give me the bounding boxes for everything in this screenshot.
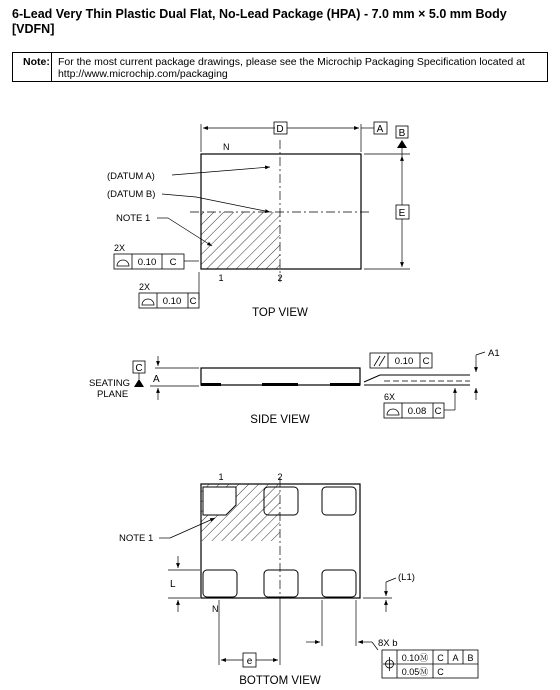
dim-a-label: A (153, 374, 160, 385)
bottom-pin-n-label: N (212, 604, 219, 614)
tol2-count: 2X (139, 282, 151, 292)
top-view-caption: TOP VIEW (252, 307, 308, 319)
flat-value: 0.08 (407, 406, 427, 417)
pos-ref4: C (437, 667, 444, 677)
top-view-hatch (201, 212, 280, 269)
pos-ref2: A (452, 653, 459, 663)
dim-a1-label: A1 (488, 348, 500, 359)
top-note1-label: NOTE 1 (116, 213, 151, 224)
parallel-value: 0.10 (394, 356, 414, 367)
side-view (133, 352, 485, 418)
dim-l-label: L (170, 579, 176, 590)
pos-ref1: C (437, 653, 444, 663)
side-view-body (201, 368, 360, 385)
bottom-view (159, 478, 478, 678)
top-pin-1-label: 1 (218, 273, 224, 283)
note-text: For the most current package drawings, please see the Microchip Packaging Specification located at http://www.microchip.com/packaging (57, 56, 525, 80)
dim-e-small-label: e (246, 656, 253, 667)
page-title: 6-Lead Very Thin Plastic Dual Flat, No-Lead Package (HPA) - 7.0 mm × 5.0 mm Body [VDFN] (12, 7, 507, 36)
note-label: Note: (13, 53, 52, 81)
datum-b-box-label: B (398, 128, 406, 139)
top-pin-n-label: N (223, 142, 230, 152)
dim-l1-label: (L1) (398, 572, 415, 583)
datum-a-leader-label: (DATUM A) (107, 171, 155, 182)
datum-b-leader-label: (DATUM B) (107, 189, 156, 200)
flat-count: 6X (384, 392, 396, 402)
parallel-ref: C (422, 356, 430, 367)
bottom-note1-label: NOTE 1 (119, 533, 154, 544)
pos-value2: 0.05Ⓜ (401, 667, 429, 677)
tol1-ref: C (169, 257, 177, 268)
tol2-ref: C (189, 296, 197, 307)
flat-ref: C (434, 406, 442, 417)
tol1-count: 2X (114, 243, 126, 253)
pos-value1: 0.10Ⓜ (401, 653, 429, 663)
seating-plane-line1: SEATING (89, 378, 130, 389)
tol1-value: 0.10 (137, 257, 157, 268)
datum-a-box-label: A (376, 124, 384, 135)
tol2-value: 0.10 (162, 296, 182, 307)
seating-plane-line2: PLANE (97, 389, 129, 400)
dim-e-label: E (398, 208, 406, 219)
datum-c-box-label: C (135, 363, 143, 374)
top-view (114, 122, 410, 308)
bottom-view-caption: BOTTOM VIEW (239, 675, 321, 687)
pos-ref3: B (467, 653, 474, 663)
bottom-pin-2-label: 2 (277, 472, 283, 482)
dim-b-label: 8X b (378, 638, 398, 649)
side-view-caption: SIDE VIEW (250, 414, 310, 426)
dim-d-label: D (276, 124, 284, 135)
bottom-pin-1-label: 1 (218, 472, 224, 482)
top-pin-2-label: 2 (277, 273, 283, 283)
